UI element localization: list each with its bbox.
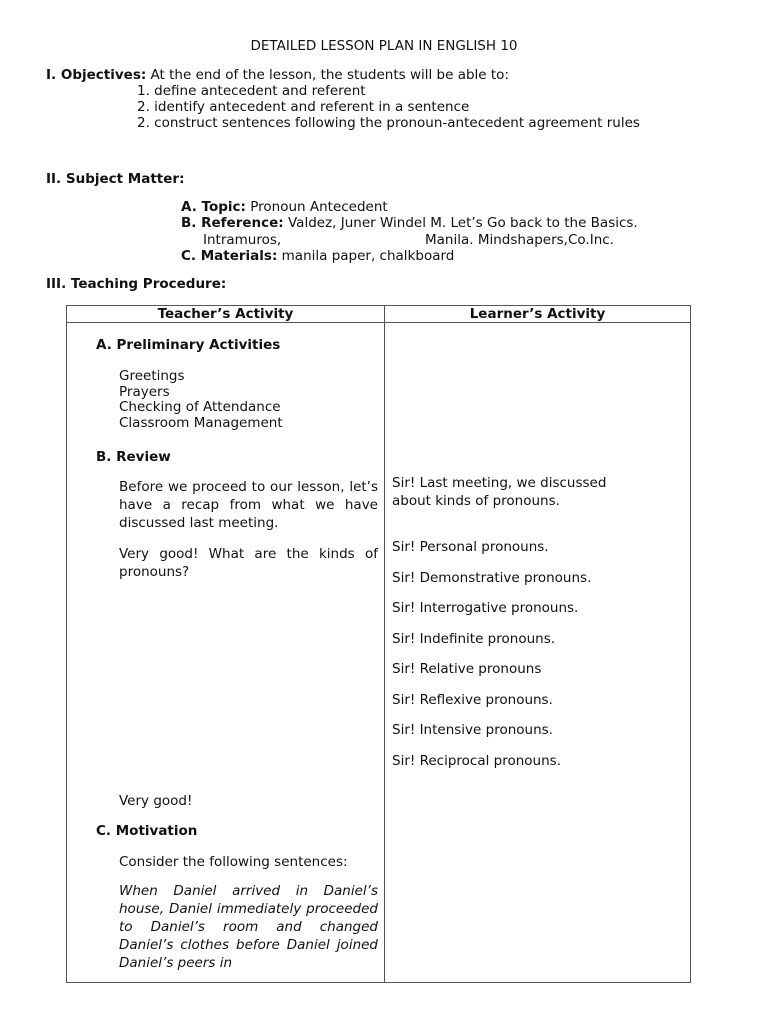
learner-answer: Sir! Relative pronouns (392, 661, 542, 677)
learner-answer: Sir! Personal pronouns. (392, 539, 549, 555)
materials-value: manila paper, chalkboard (281, 248, 455, 264)
reference-label: B. Reference: (181, 215, 284, 231)
learner-column-header: Learner’s Activity (385, 306, 691, 323)
learner-answer: Sir! Reciprocal pronouns. (392, 753, 561, 769)
objective-item: 2. construct sentences following the pronoun-antecedent agreement rules (137, 115, 640, 131)
reference-value: Valdez, Juner Windel M. Let’s Go back to the Basics. (287, 215, 638, 231)
learner-answer: Sir! Demonstrative pronouns. (392, 570, 592, 586)
objective-item: 2. identify antecedent and referent in a sentence (137, 99, 470, 115)
objective-item: 1. define antecedent and referent (137, 83, 366, 99)
learner-answer: Sir! Interrogative pronouns. (392, 600, 579, 616)
objectives-intro: At the end of the lesson, the students will be able to: (150, 67, 509, 83)
topic-line (181, 199, 388, 215)
procedure-heading: III. Teaching Procedure: (46, 276, 227, 292)
prelim-item: Prayers (119, 384, 170, 400)
prelim-heading: A. Preliminary Activities (96, 337, 281, 353)
topic-value: Pronoun Antecedent (250, 199, 388, 215)
materials-line (181, 248, 454, 264)
page-title: DETAILED LESSON PLAN IN ENGLISH 10 (250, 38, 518, 54)
reference-continuation: Intramuros, (203, 232, 282, 248)
teacher-column-header: Teacher’s Activity (67, 306, 385, 323)
reference-line (181, 215, 638, 231)
prelim-item: Greetings (119, 368, 185, 384)
learner-answer: Sir! Indefinite pronouns. (392, 631, 556, 647)
motivation-instruction: Consider the following sentences: (119, 854, 348, 870)
materials-label: C. Materials: (181, 248, 278, 264)
review-question: Very good! What are the kinds of pronouns? (119, 546, 378, 580)
motivation-example: When Daniel arrived in Daniel’s house, Daniel immediately proceeded to Daniel’s room and changed Daniel’s clothes before Daniel joined Daniel’s peers in (119, 883, 378, 971)
learner-activity-cell (385, 323, 691, 983)
learner-response: Sir! Last meeting, we discussed about kinds of pronouns. (392, 475, 607, 509)
review-paragraph: Before we proceed to our lesson, let’s have a recap from what we have discussed last meeting. (119, 479, 378, 531)
prelim-item: Classroom Management (119, 415, 283, 431)
learner-answer: Sir! Reflexive pronouns. (392, 692, 553, 708)
procedure-table (66, 305, 691, 983)
motivation-heading: C. Motivation (96, 823, 198, 839)
objectives-heading: I. Objectives: (46, 67, 147, 83)
prelim-item: Checking of Attendance (119, 399, 281, 415)
teacher-activity-cell (67, 323, 385, 983)
learner-answer: Sir! Intensive pronouns. (392, 722, 553, 738)
reference-continuation: Manila. Mindshapers,Co.Inc. (425, 232, 614, 248)
topic-label: A. Topic: (181, 199, 246, 215)
objectives-section (46, 67, 509, 83)
subject-matter-heading: II. Subject Matter: (46, 171, 185, 187)
very-good-text: Very good! (119, 793, 193, 809)
review-heading: B. Review (96, 449, 171, 465)
